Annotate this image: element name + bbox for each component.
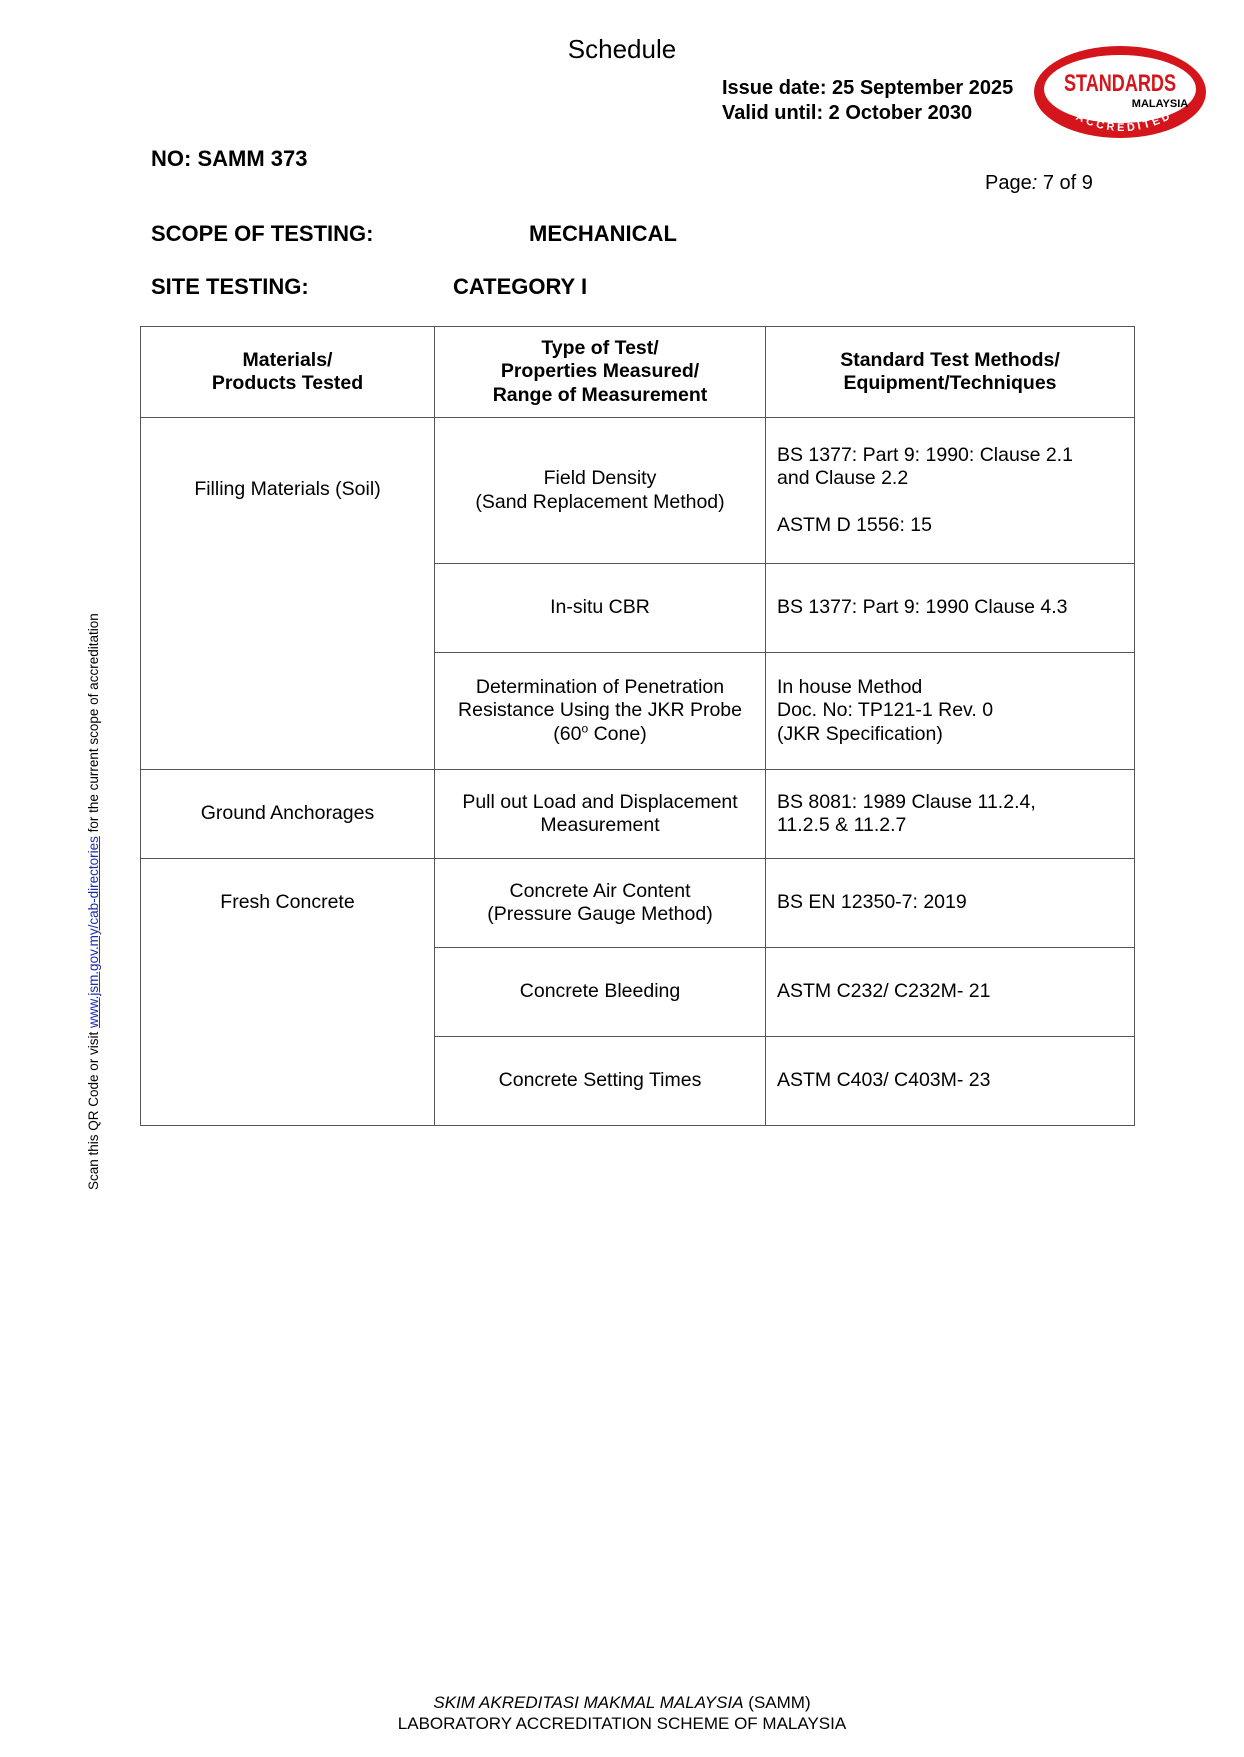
- standard-cell: BS 1377: Part 9: 1990: Clause 2.1 and Clause 2.2 ASTM D 1556: 15: [766, 418, 1135, 564]
- test-cell: Concrete Setting Times: [435, 1037, 766, 1126]
- test-cell: Concrete Air Content (Pressure Gauge Method): [435, 859, 766, 948]
- test-cell: Concrete Bleeding: [435, 948, 766, 1037]
- scope-of-testing-value: MECHANICAL: [529, 221, 677, 246]
- footer-line-2: LABORATORY ACCREDITATION SCHEME OF MALAYSIA: [397, 1714, 847, 1733]
- standard-cell: ASTM C403/ C403M- 23: [766, 1037, 1135, 1126]
- standards-malaysia-accredited-logo: [1030, 44, 1210, 144]
- test-cell: Pull out Load and Displacement Measurement: [435, 770, 766, 859]
- standard-cell: ASTM C232/ C232M- 21: [766, 948, 1135, 1037]
- table-row: [141, 770, 1135, 859]
- page-number: Page: 7 of 9: [985, 172, 1093, 194]
- valid-until: Valid until: 2 October 2030: [722, 102, 973, 124]
- table-header-row: [141, 327, 1135, 418]
- document-number: NO: SAMM 373: [151, 146, 308, 171]
- test-cell: In-situ CBR: [435, 564, 766, 653]
- material-cell: Ground Anchorages: [141, 770, 435, 859]
- header-standard-methods: Standard Test Methods/ Equipment/Techniques: [766, 327, 1135, 418]
- header-materials: Materials/ Products Tested: [141, 327, 435, 418]
- logo-text-malaysia: MALAYSIA: [1131, 98, 1189, 110]
- site-testing-label: SITE TESTING:: [151, 274, 309, 299]
- standard-cell: BS 8081: 1989 Clause 11.2.4, 11.2.5 & 11.2.7: [766, 770, 1135, 859]
- footer: [0, 1692, 1244, 1734]
- logo-text-standards: STANDARDS: [1064, 70, 1176, 97]
- scope-table: [140, 326, 1135, 1126]
- footer-line-1: SKIM AKREDITASI MAKMAL MALAYSIA (SAMM): [433, 1693, 811, 1712]
- cab-directories-link[interactable]: www.jsm.gov.my/cab-directories: [86, 836, 101, 1028]
- site-testing-value: CATEGORY I: [453, 274, 588, 299]
- material-cell: Filling Materials (Soil): [141, 418, 435, 770]
- table-row: [141, 418, 1135, 564]
- header-type-of-test: Type of Test/ Properties Measured/ Range of Measurement: [435, 327, 766, 418]
- page-title: Schedule: [567, 34, 677, 64]
- issue-date: Issue date: 25 September 2025: [722, 77, 1014, 99]
- logo-text-accredited: ACCREDITED: [1074, 109, 1175, 135]
- validity-dates: [722, 76, 1013, 126]
- table-row: [141, 859, 1135, 948]
- test-cell: Field Density (Sand Replacement Method): [435, 418, 766, 564]
- standard-cell: In house Method Doc. No: TP121-1 Rev. 0 (JKR Specification): [766, 653, 1135, 770]
- standard-cell: BS EN 12350-7: 2019: [766, 859, 1135, 948]
- test-cell: Determination of Penetration Resistance Using the JKR Probe (60$^o$ Cone): [435, 653, 766, 770]
- standard-cell: BS 1377: Part 9: 1990 Clause 4.3: [766, 564, 1135, 653]
- material-cell: Fresh Concrete: [141, 859, 435, 1126]
- scope-of-testing-label: SCOPE OF TESTING:: [151, 221, 374, 246]
